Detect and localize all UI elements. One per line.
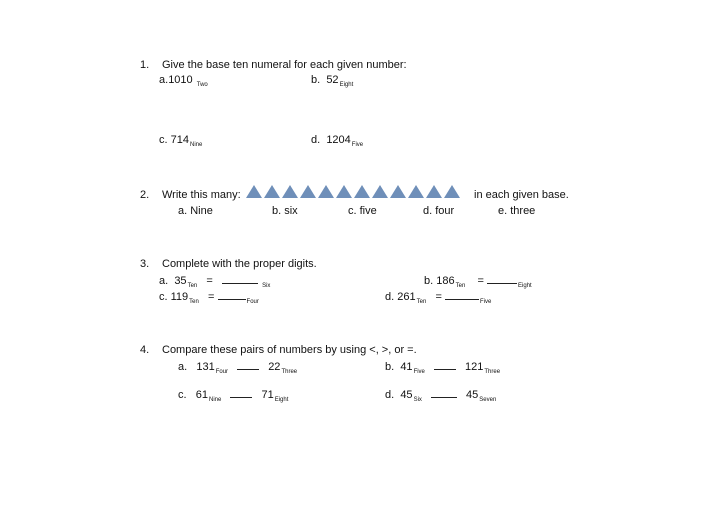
q4-item-d	[385, 388, 496, 401]
q1-d-value: 1204	[326, 134, 351, 146]
triangle-icon	[300, 185, 316, 198]
q2-text: Write this many:	[162, 189, 241, 201]
q3-text: Complete with the proper digits.	[162, 258, 317, 270]
q4-d-compare-blank[interactable]	[431, 388, 457, 398]
q2-option-c: c. five	[348, 205, 377, 217]
q4-item-c	[178, 388, 288, 401]
q1-item-c	[159, 134, 202, 146]
q3-c-answer-blank[interactable]	[218, 290, 246, 300]
q3-d-eq: =	[435, 291, 442, 303]
q1-d-base: Five	[351, 142, 364, 148]
q4-d-right-base: Seven	[479, 397, 497, 403]
triangle-icon	[354, 185, 370, 198]
q3-b-value: 186	[436, 275, 455, 287]
q3-d-value: 261	[397, 291, 416, 303]
q4-d-left: 45	[400, 389, 413, 401]
q3-c-eq: =	[208, 291, 215, 303]
q2-option-b: b. six	[272, 205, 298, 217]
q4-c-right-base: Eight	[274, 397, 289, 403]
q2-option-a: a. Nine	[178, 205, 213, 217]
q3-b-from: Ten	[455, 283, 466, 289]
q3-d-to: Five	[479, 299, 492, 305]
q1-c-value: 714	[170, 134, 189, 146]
q1-text: Give the base ten numeral for each given number:	[162, 59, 407, 71]
q4-d-left-base: Six	[413, 397, 422, 403]
q3-a-eq: =	[206, 275, 213, 287]
q3-c-label: c.	[159, 291, 168, 303]
q4-b-left: 41	[400, 361, 413, 373]
q4-b-compare-blank[interactable]	[434, 360, 456, 370]
q1-d-label: d.	[311, 134, 321, 146]
q3-c-value: 119	[170, 291, 189, 303]
q2-option-e: e. three	[498, 205, 536, 217]
triangle-icon	[372, 185, 388, 198]
q3-a-label: a.	[159, 275, 169, 287]
q1-c-base: Nine	[189, 142, 203, 148]
q1-b-label: b.	[311, 74, 321, 86]
q4-c-left: 61	[195, 389, 208, 401]
triangle-icon	[336, 185, 352, 198]
q3-c-from: Ten	[189, 299, 199, 305]
triangle-icon	[390, 185, 406, 198]
q3-b-answer-blank[interactable]	[487, 274, 517, 284]
q3-item-d	[385, 290, 491, 303]
triangle-icon	[246, 185, 262, 198]
q2-option-d: d. four	[423, 205, 455, 217]
q3-b-to: Eight	[518, 283, 532, 289]
q4-b-left-base: Five	[413, 369, 425, 375]
q3-item-b	[424, 274, 532, 287]
triangle-row	[246, 185, 462, 200]
q4-c-left-base: Nine	[208, 397, 222, 403]
q1-b-base: Eight	[339, 82, 354, 88]
q4-a-compare-blank[interactable]	[237, 360, 259, 370]
q3-b-label: b.	[424, 275, 434, 287]
q1-item-b	[311, 74, 353, 86]
q4-text: Compare these pairs of numbers by using <, >, or =.	[162, 344, 417, 356]
triangle-icon	[426, 185, 442, 198]
q3-a-answer-blank[interactable]	[222, 274, 258, 284]
q3-d-from: Ten	[416, 299, 427, 305]
q3-c-to: Four	[246, 299, 259, 305]
q4-a-left: 131	[196, 361, 215, 373]
q1-a-base: Two	[196, 82, 208, 88]
q3-d-answer-blank[interactable]	[445, 290, 479, 300]
q4-a-label: a.	[178, 361, 188, 373]
q4-c-right: 71	[261, 389, 274, 401]
q4-c-label: c.	[178, 389, 187, 401]
q4-a-right-base: Three	[281, 369, 298, 375]
triangle-icon	[264, 185, 280, 198]
q1-number: 1.	[140, 59, 150, 71]
q4-a-left-base: Four	[215, 369, 229, 375]
q4-a-right: 22	[268, 361, 281, 373]
q3-d-label: d.	[385, 291, 395, 303]
triangle-icon	[408, 185, 424, 198]
q1-c-label: c.	[159, 134, 168, 146]
q4-item-a	[178, 360, 297, 373]
q4-b-right-base: Three	[484, 369, 501, 375]
q1-item-d	[311, 134, 363, 146]
q3-a-value: 35	[174, 275, 187, 287]
q1-item-a	[159, 74, 208, 86]
q3-a-from: Ten	[187, 283, 198, 289]
q4-d-label: d.	[385, 389, 395, 401]
q4-number: 4.	[140, 344, 150, 356]
triangle-icon	[282, 185, 298, 198]
q3-item-c	[159, 290, 259, 303]
q4-item-b	[385, 360, 500, 373]
q2-number: 2.	[140, 189, 150, 201]
q4-b-label: b.	[385, 361, 395, 373]
q3-number: 3.	[140, 258, 150, 270]
q3-b-eq: =	[477, 275, 484, 287]
q1-a-value: 1010	[168, 74, 193, 86]
triangle-icon	[444, 185, 460, 198]
q3-item-a	[159, 274, 270, 287]
q4-c-compare-blank[interactable]	[230, 388, 252, 398]
q1-b-value: 52	[326, 74, 339, 86]
triangle-icon	[318, 185, 334, 198]
q1-a-label: a.	[159, 74, 169, 86]
q2-tail: in each given base.	[474, 189, 569, 201]
q3-a-to: Six	[262, 283, 271, 289]
q4-d-right: 45	[466, 389, 479, 401]
q4-b-right: 121	[465, 361, 484, 373]
